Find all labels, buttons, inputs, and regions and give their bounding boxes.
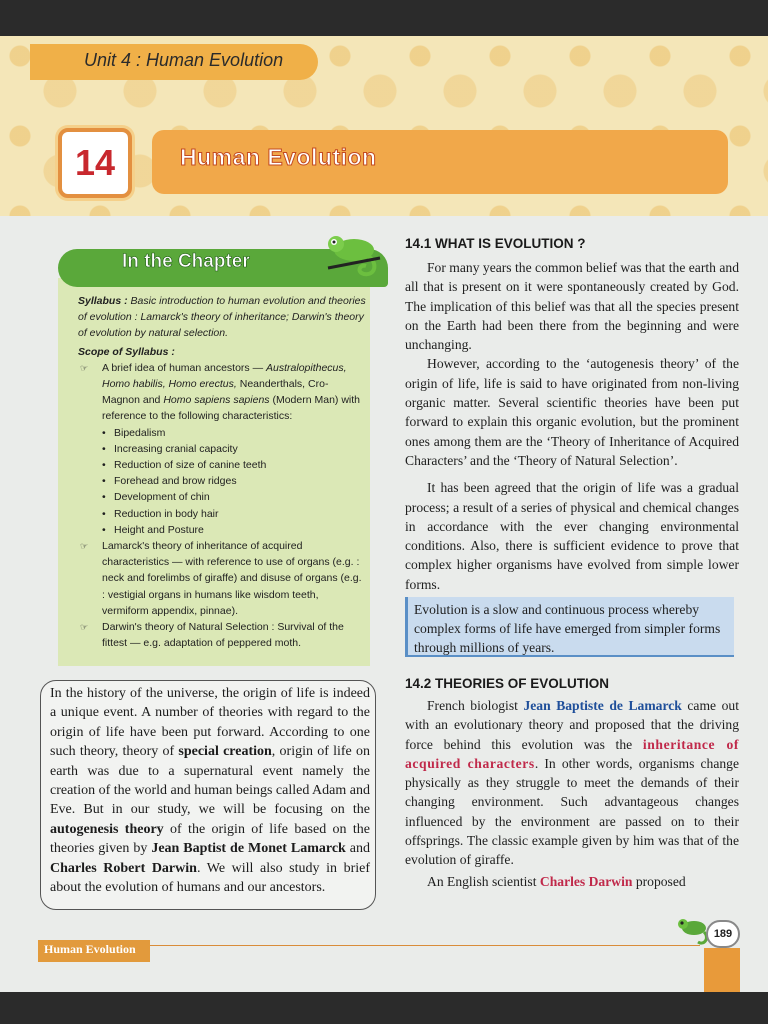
section-heading-theories: 14.2 THEORIES OF EVOLUTION <box>405 676 610 691</box>
paragraph: For many years the common belief was that the earth and all that is present on it were spontaneously created by God. The implication of this belief was that all the species present on the Earth had been there from the beginning and were unchanging. <box>405 260 739 353</box>
paragraph <box>405 872 739 891</box>
page-corner-strip <box>704 948 740 992</box>
species-names: Homo sapiens sapiens <box>163 394 270 407</box>
chapter-title: Human Evolution <box>180 144 377 170</box>
key-term: inheritance of acquired characters <box>405 736 739 771</box>
text-fragment: French biologist <box>427 698 524 713</box>
section1-body <box>405 258 739 594</box>
syllabus-text: Basic introduction to human evolution and theories of evolution : Lamarck's theory of inheritance; Darwin's theory of evolution by natural selection. <box>78 295 366 340</box>
pointing-hand-icon: ☞ <box>80 541 89 552</box>
scope-label: Scope of Syllabus : <box>78 345 175 358</box>
intro-fragment: In the history of the universe, the origin of life is indeed a unique event. A number of theories with regard to the origin of life have been put forward. According to one such theory, theory of <box>50 686 370 760</box>
text-fragment: proposed <box>632 873 686 889</box>
chapter-number: 14 <box>74 142 116 183</box>
paragraph: However, according to the ‘autogenesis theory’ of the origin of life, life is said to have originated from non-living organic matter. Several scientific theories have been put forward to explain this organic evolution, but the prominent ones among them are the ‘Theory of Inheritance of Acquired Characters’ and the ‘Theory of Natural Selection’. <box>405 356 739 468</box>
scope-item-text: Lamarck's theory of inheritance of acquired characteristics — with reference to use of organs (e.g. : neck and forelimbs of giraffe) and disuse of organs (e.g. : vestigial organs in humans like wisdom teeth, vermiform appendix, pinnae). <box>102 540 362 617</box>
paragraph: It has been agreed that the origin of life was a gradual process; a result of a series of physical and chemical changes in accordance with the ever changing environmental conditions. Also, there is sufficient evidence to prove that complex higher organisms have evolved from simple lower forms. <box>405 480 739 592</box>
pointing-hand-icon: ☞ <box>80 362 89 373</box>
in-the-chapter-title: In the Chapter <box>122 251 250 272</box>
highlight-text: Evolution is a slow and continuous process whereby complex forms of life have emerged from simpler forms through millions of years. <box>414 602 721 655</box>
bullet-item: • Forehead and brow ridges <box>78 473 366 489</box>
text-fragment: came out with an evolutionary theory and proposed that the driving force behind this evolution was the <box>405 698 739 752</box>
bullet-item: • Development of chin <box>78 489 366 505</box>
intro-fragment: of the origin of life based on the theories given by <box>50 821 370 857</box>
intro-text <box>50 684 370 897</box>
intro-bold: Jean Baptist de Monet Lamarck <box>151 841 346 857</box>
syllabus <box>78 293 366 342</box>
chameleon-icon <box>674 912 710 948</box>
scientist-name: Jean Baptiste de Lamarck <box>523 698 682 713</box>
scope-item-text: A brief idea of human ancestors — <box>102 361 267 374</box>
paragraph <box>405 696 739 870</box>
scientist-name: Charles Darwin <box>539 873 633 889</box>
scope-item-lamarck <box>78 538 366 619</box>
in-the-chapter-content <box>78 293 366 651</box>
intro-fragment: . We will also study in brief about the evolution of humans and our ancestors. <box>50 860 370 896</box>
scope-item-text: (Modern Man) with reference to the following characteristics: <box>102 394 360 423</box>
bullet-item: • Reduction in body hair <box>78 506 366 522</box>
intro-bold: Charles Robert Darwin <box>50 860 197 876</box>
pointing-hand-icon: ☞ <box>80 622 89 633</box>
page-number: 189 <box>713 928 733 940</box>
species-names: Australopithecus, Homo habilis, Homo erectus, <box>102 361 347 391</box>
scope-item-darwin <box>78 619 366 651</box>
intro-fragment: , origin of life on earth was due to a supernatural event namely the creation of the world and human beings called Adam and Eve. But in our study, we will be focusing on the <box>50 744 370 818</box>
intro-bold: special creation <box>178 744 272 760</box>
section-heading-what-is-evolution: 14.1 WHAT IS EVOLUTION ? <box>405 236 586 251</box>
bullet-item: • Height and Posture <box>78 522 366 538</box>
text-fragment: An English scientist <box>427 873 540 889</box>
intro-bold: autogenesis theory <box>50 821 164 837</box>
scope-item-ancestors <box>78 360 366 425</box>
section2-body <box>405 696 739 891</box>
chameleon-icon <box>320 228 382 284</box>
bullet-item: • Reduction of size of canine teeth <box>78 457 366 473</box>
bullet-item: • Bipedalism <box>78 425 366 441</box>
scope-item-text: Neanderthals, Cro-Magnon and <box>102 378 329 407</box>
bullet-item: • Increasing cranial capacity <box>78 441 366 457</box>
text-fragment: . In other words, organisms change physically as they struggle to meet the demands of their changing environment. Such advantageous changes influenced by the environment are passed on to their offsprings. The classic example given by him was that of the evolution of giraffe. <box>405 755 740 868</box>
syllabus-label: Syllabus : <box>78 295 128 307</box>
footer-label: Human Evolution <box>44 942 136 956</box>
scope-item-text: Darwin's theory of Natural Selection : Survival of the fittest — e.g. adaptation of peppered moth. <box>102 621 344 650</box>
intro-fragment: and <box>345 841 371 857</box>
unit-label: Unit 4 : Human Evolution <box>84 50 284 70</box>
